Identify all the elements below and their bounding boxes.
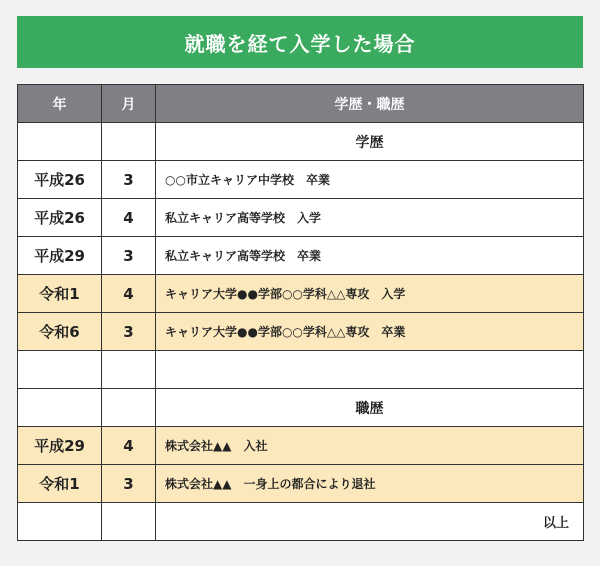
month-cell: [102, 351, 156, 389]
month-cell: 3: [102, 237, 156, 275]
month-cell: [102, 123, 156, 161]
year-cell: 平成26: [18, 199, 102, 237]
table-row: [18, 313, 584, 351]
header-row: [18, 85, 584, 123]
year-cell: [18, 503, 102, 541]
year-cell: 平成29: [18, 237, 102, 275]
month-cell: [102, 503, 156, 541]
table-row: [18, 199, 584, 237]
month-cell: 4: [102, 275, 156, 313]
section-row-work: [18, 389, 584, 427]
month-cell: [102, 389, 156, 427]
month-cell: 3: [102, 313, 156, 351]
year-cell: [18, 351, 102, 389]
end-marker: 以上: [156, 503, 584, 541]
blank-row: [18, 351, 584, 389]
section-label: 職歴: [156, 389, 584, 427]
table-row: [18, 465, 584, 503]
title-banner: 就職を経て入学した場合: [17, 16, 583, 68]
month-cell: 3: [102, 161, 156, 199]
history-cell: [156, 351, 584, 389]
header-history: 学歴・職歴: [156, 85, 584, 123]
history-cell: 株式会社▲▲ 一身上の都合により退社: [156, 465, 584, 503]
history-cell: 株式会社▲▲ 入社: [156, 427, 584, 465]
table-row: [18, 427, 584, 465]
table-row: [18, 275, 584, 313]
table-row: [18, 161, 584, 199]
year-cell: [18, 123, 102, 161]
section-label: 学歴: [156, 123, 584, 161]
resume-history-table: [17, 84, 584, 541]
year-cell: 令和6: [18, 313, 102, 351]
month-cell: 3: [102, 465, 156, 503]
year-cell: 令和1: [18, 465, 102, 503]
year-cell: 平成26: [18, 161, 102, 199]
year-cell: 令和1: [18, 275, 102, 313]
history-cell: キャリア大学●●学部○○学科△△専攻 入学: [156, 275, 584, 313]
history-cell: 私立キャリア高等学校 卒業: [156, 237, 584, 275]
history-cell: 私立キャリア高等学校 入学: [156, 199, 584, 237]
end-row: [18, 503, 584, 541]
month-cell: 4: [102, 199, 156, 237]
history-cell: キャリア大学●●学部○○学科△△専攻 卒業: [156, 313, 584, 351]
section-row-education: [18, 123, 584, 161]
table-row: [18, 237, 584, 275]
header-year: 年: [18, 85, 102, 123]
month-cell: 4: [102, 427, 156, 465]
year-cell: 平成29: [18, 427, 102, 465]
header-month: 月: [102, 85, 156, 123]
year-cell: [18, 389, 102, 427]
history-cell: ○○市立キャリア中学校 卒業: [156, 161, 584, 199]
